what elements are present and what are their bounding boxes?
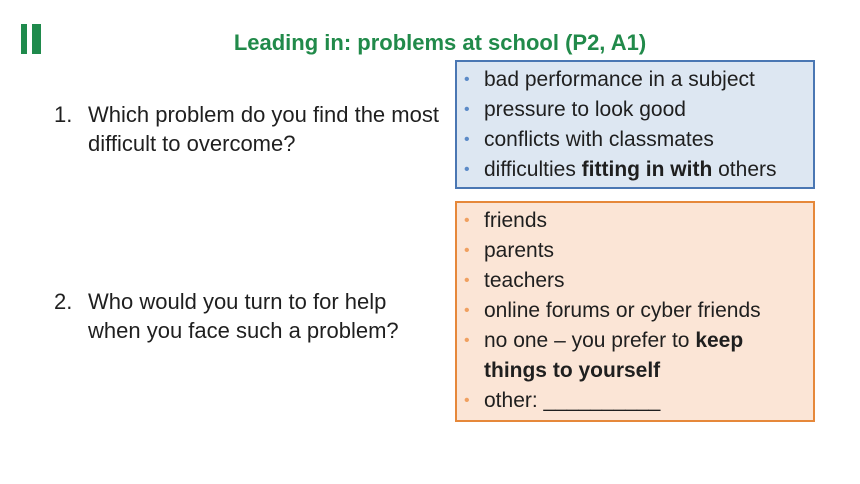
item-text: online forums or cyber friends	[484, 299, 761, 322]
question-number: 1.	[54, 102, 73, 127]
list-item	[464, 296, 813, 326]
bullet-icon: •	[464, 101, 470, 118]
bullet-icon: •	[464, 212, 470, 229]
item-text: difficulties	[484, 158, 582, 181]
item-text: parents	[484, 239, 555, 262]
list-item	[464, 236, 813, 266]
item-text: others	[712, 158, 777, 181]
item-text: no one – you prefer to	[484, 329, 696, 352]
list-item	[464, 326, 804, 386]
list-item	[464, 65, 813, 95]
bullet-icon: •	[464, 161, 470, 178]
list-item	[464, 155, 813, 185]
item-text-bold: keep things to yourself	[484, 329, 744, 382]
question-text: Which problem do you find the most difficult to overcome?	[88, 102, 439, 156]
bullet-icon: •	[464, 131, 470, 148]
bullet-icon: •	[464, 302, 470, 319]
item-text: pressure to look good	[484, 98, 686, 121]
bullet-icon: •	[464, 392, 470, 409]
item-text-bold: fitting in with	[581, 158, 713, 181]
bullet-icon: •	[464, 332, 470, 349]
question-2	[54, 287, 444, 345]
item-text: friends	[484, 209, 548, 232]
question-text: Who would you turn to for help when you face such a problem?	[88, 289, 399, 343]
question-number: 2.	[54, 289, 73, 314]
item-text: teachers	[484, 269, 565, 292]
question-1	[54, 100, 444, 158]
list-item	[464, 95, 813, 125]
item-text: conflicts with classmates	[484, 128, 714, 151]
list-item	[464, 266, 813, 296]
list-item	[464, 206, 813, 236]
bullet-icon: •	[464, 272, 470, 289]
problems-list-box	[455, 60, 815, 189]
bullet-icon: •	[464, 71, 470, 88]
slide-title: Leading in: problems at school (P2, A1)	[233, 30, 647, 55]
item-text: other: __________	[484, 389, 661, 412]
bullet-icon: •	[464, 242, 470, 259]
item-text: bad performance in a subject	[484, 68, 755, 91]
list-item	[464, 125, 813, 155]
list-item	[464, 386, 813, 416]
help-options-box	[455, 201, 815, 422]
